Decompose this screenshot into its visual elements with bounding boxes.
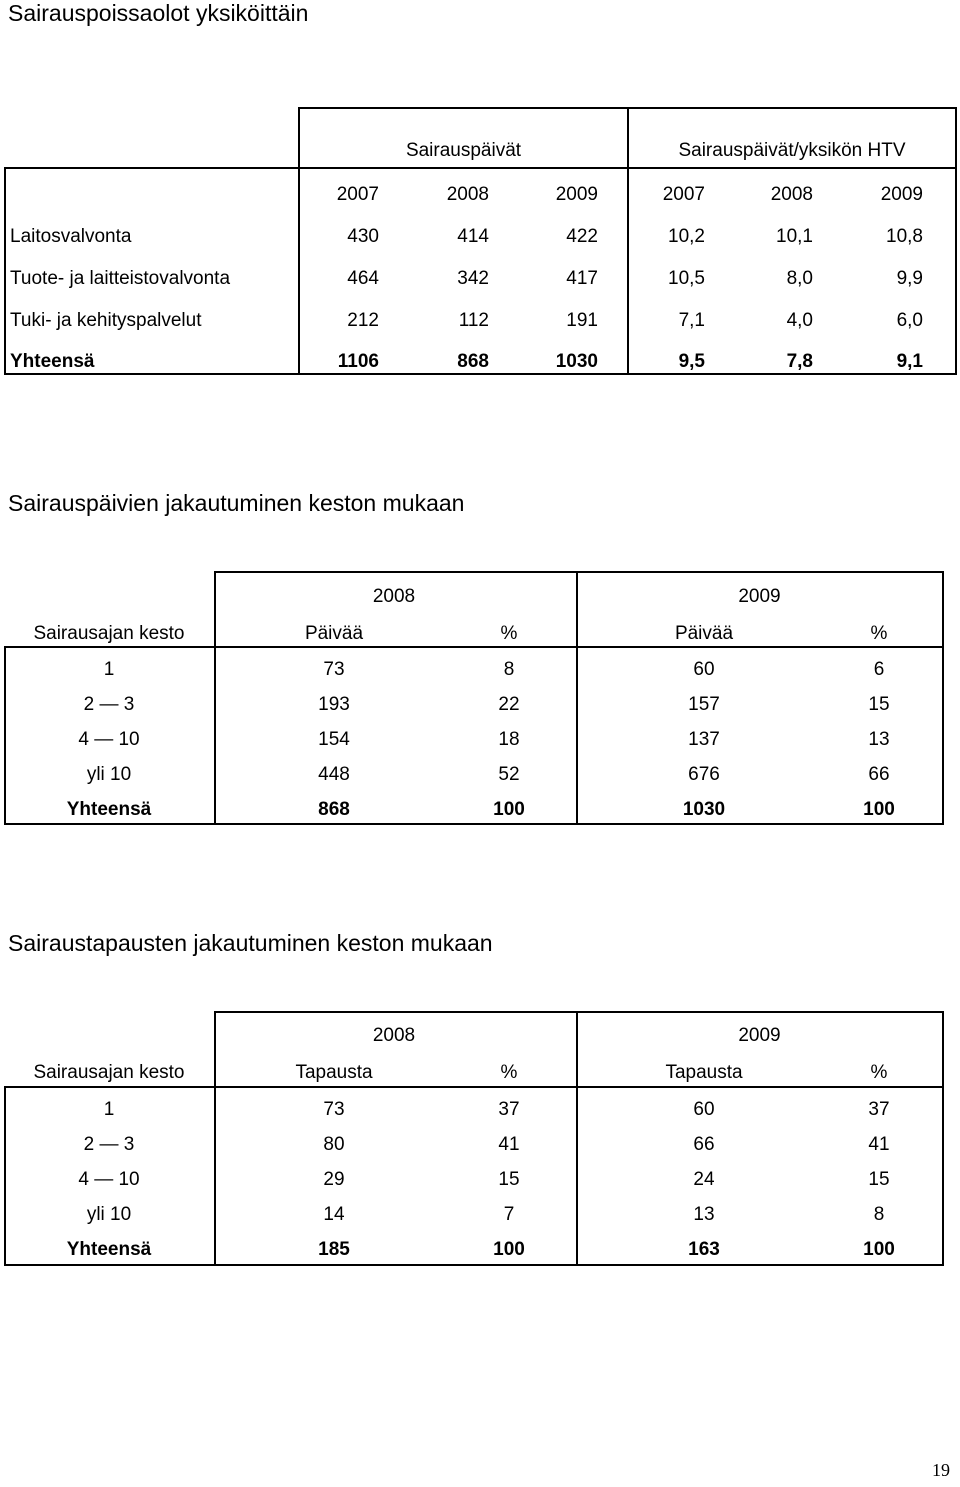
table-cell: 868: [318, 799, 350, 820]
table-header-row: [4, 581, 944, 613]
year-header-2008: 2008: [372, 1025, 416, 1046]
table-cell: yli 10: [86, 764, 132, 785]
table-row: [4, 1129, 944, 1161]
table-cell: 112: [458, 310, 489, 331]
sick-leave-by-unit-table: [4, 107, 957, 375]
table-cell: 8,0: [786, 268, 813, 289]
table-cell: Yhteensä: [66, 799, 152, 820]
column-header-days: Päivää: [304, 623, 364, 644]
table-header-row: [4, 135, 957, 167]
row-label: Tuki- ja kehityspalvelut: [10, 310, 202, 331]
table-cell: 9,9: [896, 268, 923, 289]
row-label: Tuote- ja laitteistovalvonta: [10, 268, 231, 289]
year-header: 2008: [770, 184, 813, 205]
table-cell: 24: [693, 1169, 715, 1190]
table-cell: 6,0: [896, 310, 923, 331]
table-total-row: [4, 794, 944, 826]
table-row: [4, 1094, 944, 1126]
year-header: 2007: [336, 184, 379, 205]
table-cell: 1030: [555, 351, 598, 372]
column-header-duration: Sairausajan kesto: [33, 1062, 185, 1083]
table-cell: 13: [693, 1204, 715, 1225]
table-cell: 448: [318, 764, 350, 785]
table-cell: 6: [873, 659, 885, 680]
table-cell: 1106: [337, 351, 379, 372]
table-header-row: [4, 1020, 944, 1052]
table-cell: 1: [103, 1099, 115, 1120]
table-cell: 868: [457, 351, 489, 372]
table-cell: 7: [503, 1204, 515, 1225]
table-header-row: [4, 1057, 944, 1089]
column-header-percent: %: [500, 1062, 518, 1083]
year-header: 2008: [446, 184, 489, 205]
column-header-percent: %: [870, 623, 888, 644]
section-title-sick-cases-by-duration: Sairaustapausten jakautuminen keston mukaan: [8, 930, 493, 956]
table-cell: 1: [103, 659, 115, 680]
table-cell: 9,5: [678, 351, 705, 372]
table-cell: 422: [566, 226, 598, 247]
table-cell: 464: [347, 268, 379, 289]
table-cell: 37: [498, 1099, 520, 1120]
table-cell: 1030: [682, 799, 726, 820]
column-header-percent: %: [500, 623, 518, 644]
table-header-row: [4, 179, 957, 211]
table-row: [4, 263, 957, 295]
table-cell: 73: [323, 659, 345, 680]
table-cell: 4,0: [786, 310, 813, 331]
year-header: 2009: [555, 184, 598, 205]
year-header: 2007: [662, 184, 705, 205]
table-row: [4, 1164, 944, 1196]
table-cell: 10,1: [776, 226, 813, 247]
table-cell: 60: [693, 659, 715, 680]
table-cell: 66: [693, 1134, 715, 1155]
table-cell: 212: [347, 310, 379, 331]
table-cell: 22: [498, 694, 520, 715]
table-row: [4, 654, 944, 686]
column-header-days: Päivää: [674, 623, 734, 644]
table-cell: 414: [457, 226, 489, 247]
table-cell: 185: [318, 1239, 350, 1260]
table-cell: 2 — 3: [83, 1134, 135, 1155]
table-cell: 342: [457, 268, 489, 289]
row-label: Yhteensä: [10, 351, 95, 372]
sick-days-by-duration-table: [4, 571, 944, 825]
table-total-row: [4, 1234, 944, 1266]
table-cell: 10,2: [668, 226, 705, 247]
table-cell: 15: [868, 1169, 890, 1190]
table-cell: 73: [323, 1099, 345, 1120]
table-cell: yli 10: [86, 1204, 132, 1225]
year-header-2008: 2008: [372, 586, 416, 607]
page-number: 19: [932, 1460, 950, 1480]
table-cell: 15: [868, 694, 890, 715]
table-cell: 100: [493, 799, 525, 820]
table-cell: 8: [873, 1204, 885, 1225]
table-cell: Yhteensä: [66, 1239, 152, 1260]
table-cell: 154: [318, 729, 350, 750]
column-header-duration: Sairausajan kesto: [33, 623, 185, 644]
table-cell: 4 — 10: [78, 729, 140, 750]
table-cell: 157: [688, 694, 720, 715]
table-cell: 10,5: [668, 268, 705, 289]
table-border: [214, 571, 944, 573]
table-cell: 676: [688, 764, 720, 785]
table-cell: 100: [863, 1239, 895, 1260]
sick-cases-by-duration-table: [4, 1011, 944, 1266]
table-row: [4, 724, 944, 756]
table-cell: 29: [323, 1169, 345, 1190]
table-cell: 430: [347, 226, 379, 247]
table-cell: 66: [868, 764, 890, 785]
table-cell: 41: [868, 1134, 890, 1155]
table-cell: 41: [498, 1134, 520, 1155]
group-header-sick-days: Sairauspäivät: [405, 140, 522, 161]
table-cell: 60: [693, 1099, 715, 1120]
table-cell: 80: [323, 1134, 345, 1155]
table-cell: 163: [688, 1239, 720, 1260]
table-cell: 52: [498, 764, 520, 785]
table-cell: 8: [503, 659, 515, 680]
table-cell: 191: [566, 310, 598, 331]
table-row: [4, 305, 957, 337]
section-title-sick-leave-by-unit: Sairauspoissaolot yksiköittäin: [8, 0, 309, 26]
table-cell: 7,8: [786, 351, 813, 372]
table-header-row: [4, 618, 944, 650]
column-header-percent: %: [870, 1062, 888, 1083]
table-cell: 37: [868, 1099, 890, 1120]
section-title-sick-days-by-duration: Sairauspäivien jakautuminen keston mukaan: [8, 490, 465, 516]
table-cell: 14: [323, 1204, 345, 1225]
table-cell: 100: [863, 799, 895, 820]
table-cell: 137: [688, 729, 720, 750]
table-cell: 9,1: [896, 351, 923, 372]
column-header-cases: Tapausta: [295, 1062, 373, 1083]
table-border: [214, 1011, 944, 1013]
table-cell: 10,8: [886, 226, 923, 247]
group-header-sick-days-per-htv: Sairauspäivät/yksikön HTV: [678, 140, 906, 161]
table-cell: 13: [868, 729, 890, 750]
year-header-2009: 2009: [738, 1025, 781, 1046]
year-header-2009: 2009: [738, 586, 781, 607]
table-cell: 4 — 10: [78, 1169, 140, 1190]
table-row: [4, 221, 957, 253]
table-row: [4, 759, 944, 791]
table-total-row: [4, 346, 957, 378]
row-label: Laitosvalvonta: [10, 226, 132, 247]
column-header-cases: Tapausta: [665, 1062, 743, 1083]
table-cell: 7,1: [678, 310, 705, 331]
table-cell: 417: [566, 268, 598, 289]
year-header: 2009: [880, 184, 923, 205]
table-row: [4, 1199, 944, 1231]
table-cell: 100: [493, 1239, 525, 1260]
table-cell: 193: [318, 694, 350, 715]
table-cell: 18: [498, 729, 520, 750]
table-border: [4, 167, 957, 169]
table-cell: 2 — 3: [83, 694, 135, 715]
table-row: [4, 689, 944, 721]
table-cell: 15: [498, 1169, 520, 1190]
